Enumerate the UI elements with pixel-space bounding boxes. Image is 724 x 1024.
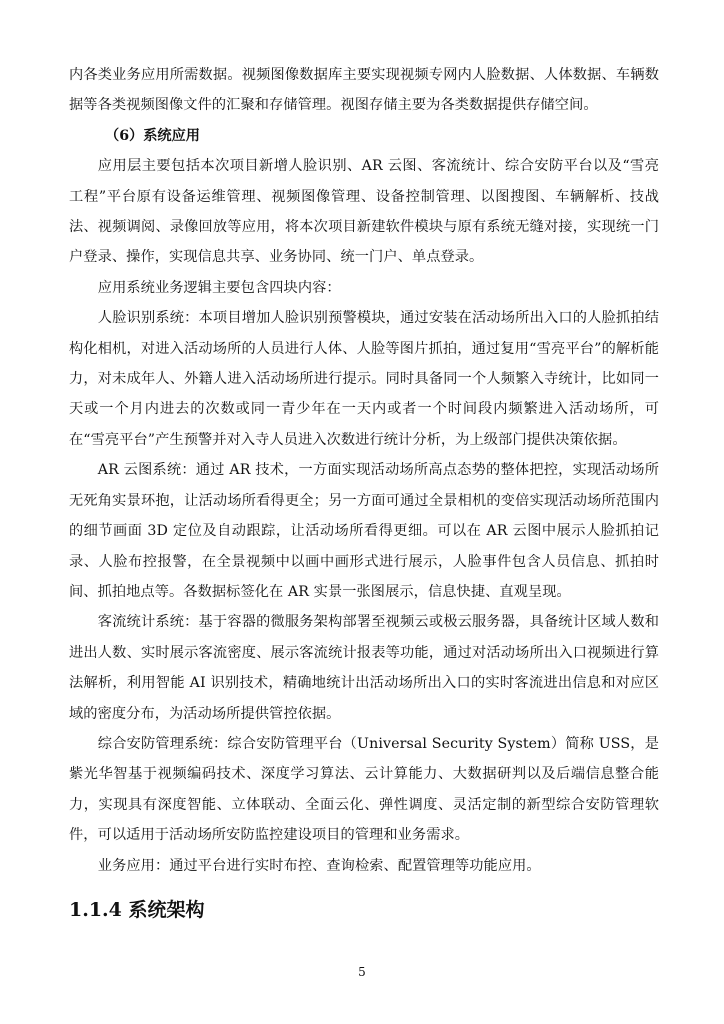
paragraph-passenger-flow: 客流统计系统：基于容器的微服务架构部署至视频云或极云服务器，具备统计区域人数和进出人数、实时展示客流密度、展示客流统计报表等功能，通过对活动场所出入口视频进行算法解析，利用智能 AI 识别技术，精确地统计出活动场所出入口的实时客流进出信息和对应区域的密度分布，为活动场所提供管控依据。 <box>69 614 659 722</box>
paragraph-data-storage: 内各类业务应用所需数据。视频图像数据库主要实现视频专网内人脸数据、人体数据、车辆数据等各类视频图像文件的汇聚和存储管理。视图存储主要为各类数据提供存储空间。 <box>69 67 659 114</box>
paragraph-integrated-security: 综合安防管理系统：综合安防管理平台（Universal Security System）简称 USS，是紫光华智基于视频编码技术、深度学习算法、云计算能力、大数据研判以及后端信息整合能力，实现具有深度智能、立体联动、全面云化、弹性调度、灵活定制的新型综合安防管理软件，可以适用于活动场所安防监控建设项目的管理和业务需求。 <box>69 735 659 844</box>
paragraph-face-recognition: 人脸识别系统：本项目增加人脸识别预警模块，通过安装在活动场所出入口的人脸抓拍结构化相机，对进入活动场所的人员进行人体、人脸等图片抓拍，通过复用“雪亮平台”的解析能力，对未成年人、外籍人进入活动场所进行提示。同时具备同一个人频繁入寺统计，比如同一天或一个月内进去的次数或同一青少年在一天内或者一个时间段内频繁进入活动场所，可在“雪亮平台”产生预警并对入寺人员进入次数进行统计分析，为上级部门提供决策依据。 <box>69 310 659 448</box>
paragraph-application-layer: 应用层主要包括本次项目新增人脸识别、AR 云图、客流统计、综合安防平台以及“雪亮工程”平台原有设备运维管理、视频图像管理、设备控制管理、以图搜图、车辆解析、技战法、视频调阅、录像回放等应用，将本次项目新建软件模块与原有系统无缝对接，实现统一门户登录、操作，实现信息共享、业务协同、统一门户、单点登录。 <box>69 158 659 266</box>
subheading-system-application: （6）系统应用 <box>105 127 200 144</box>
page-content <box>69 60 659 925</box>
paragraph-ar-cloud-map: AR 云图系统：通过 AR 技术，一方面实现活动场所高点态势的整体把控，实现活动场所无死角实景环抱，让活动场所看得更全；另一方面可通过全景相机的变倍实现活动场所范围内的细节画面 3D 定位及自动跟踪，让活动场所看得更细。可以在 AR 云图中展示人脸抓拍记录、人脸布控报警，在全景视频中以画中画形式进行展示，人脸事件包含人员信息、抓拍时间、抓拍地点等。各数据标签化在 AR 实景一张图展示，信息快捷、直观呈现。 <box>69 462 659 600</box>
page-number: 5 <box>358 965 366 979</box>
paragraph-business-application: 业务应用：通过平台进行实时布控、查询检索、配置管理等功能应用。 <box>97 857 541 874</box>
paragraph-business-logic-intro: 应用系统业务逻辑主要包含四块内容： <box>97 279 341 296</box>
section-heading-system-architecture: 1.1.4 系统架构 <box>69 898 205 921</box>
